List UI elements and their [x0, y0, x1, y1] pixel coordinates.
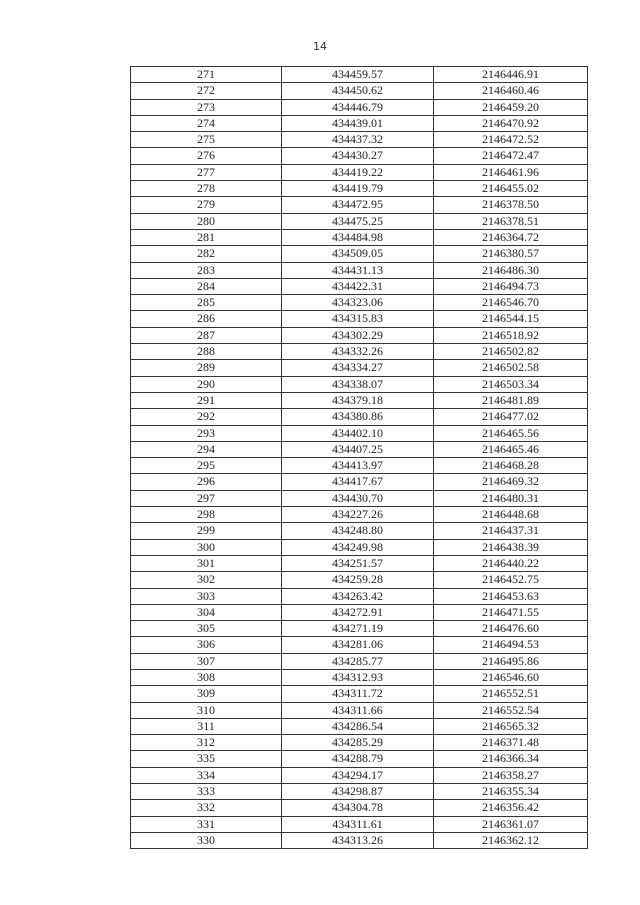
- point-number-cell: 310: [131, 702, 282, 718]
- y-coordinate-cell: 2146502.58: [434, 360, 588, 376]
- point-number-cell: 305: [131, 621, 282, 637]
- x-coordinate-cell: 434446.79: [282, 99, 434, 115]
- y-coordinate-cell: 2146552.51: [434, 686, 588, 702]
- y-coordinate-cell: 2146460.46: [434, 83, 588, 99]
- y-coordinate-cell: 2146362.12: [434, 832, 588, 848]
- x-coordinate-cell: 434334.27: [282, 360, 434, 376]
- x-coordinate-cell: 434298.87: [282, 784, 434, 800]
- y-coordinate-cell: 2146481.89: [434, 392, 588, 408]
- table-row: [131, 686, 588, 702]
- table-row: [131, 148, 588, 164]
- table-row: [131, 751, 588, 767]
- table-row: [131, 490, 588, 506]
- point-number-cell: 291: [131, 392, 282, 408]
- x-coordinate-cell: 434285.29: [282, 735, 434, 751]
- point-number-cell: 304: [131, 604, 282, 620]
- x-coordinate-cell: 434419.79: [282, 181, 434, 197]
- x-coordinate-cell: 434380.86: [282, 409, 434, 425]
- y-coordinate-cell: 2146465.46: [434, 441, 588, 457]
- table-row: [131, 767, 588, 783]
- x-coordinate-cell: 434379.18: [282, 392, 434, 408]
- point-number-cell: 333: [131, 784, 282, 800]
- table-row: [131, 669, 588, 685]
- point-number-cell: 290: [131, 376, 282, 392]
- table-row: [131, 572, 588, 588]
- table-row: [131, 132, 588, 148]
- y-coordinate-cell: 2146378.51: [434, 213, 588, 229]
- table-row: [131, 458, 588, 474]
- page-number: 14: [313, 40, 327, 53]
- y-coordinate-cell: 2146453.63: [434, 588, 588, 604]
- table-row: [131, 784, 588, 800]
- table-row: [131, 800, 588, 816]
- table-row: [131, 360, 588, 376]
- point-number-cell: 307: [131, 653, 282, 669]
- x-coordinate-cell: 434422.31: [282, 278, 434, 294]
- x-coordinate-cell: 434338.07: [282, 376, 434, 392]
- table-row: [131, 832, 588, 848]
- x-coordinate-cell: 434312.93: [282, 669, 434, 685]
- table-row: [131, 295, 588, 311]
- x-coordinate-cell: 434313.26: [282, 832, 434, 848]
- y-coordinate-cell: 2146546.60: [434, 669, 588, 685]
- point-number-cell: 272: [131, 83, 282, 99]
- table-row: [131, 588, 588, 604]
- x-coordinate-cell: 434285.77: [282, 653, 434, 669]
- x-coordinate-cell: 434484.98: [282, 229, 434, 245]
- point-number-cell: 285: [131, 295, 282, 311]
- x-coordinate-cell: 434323.06: [282, 295, 434, 311]
- point-number-cell: 276: [131, 148, 282, 164]
- y-coordinate-cell: 2146448.68: [434, 507, 588, 523]
- table-row: [131, 507, 588, 523]
- table-row: [131, 262, 588, 278]
- y-coordinate-cell: 2146552.54: [434, 702, 588, 718]
- y-coordinate-cell: 2146465.56: [434, 425, 588, 441]
- table-row: [131, 604, 588, 620]
- point-number-cell: 332: [131, 800, 282, 816]
- y-coordinate-cell: 2146495.86: [434, 653, 588, 669]
- y-coordinate-cell: 2146486.30: [434, 262, 588, 278]
- table-row: [131, 555, 588, 571]
- point-number-cell: 283: [131, 262, 282, 278]
- table-row: [131, 425, 588, 441]
- point-number-cell: 303: [131, 588, 282, 604]
- y-coordinate-cell: 2146366.34: [434, 751, 588, 767]
- x-coordinate-cell: 434402.10: [282, 425, 434, 441]
- point-number-cell: 306: [131, 637, 282, 653]
- x-coordinate-cell: 434509.05: [282, 246, 434, 262]
- point-number-cell: 312: [131, 735, 282, 751]
- point-number-cell: 335: [131, 751, 282, 767]
- y-coordinate-cell: 2146440.22: [434, 555, 588, 571]
- point-number-cell: 275: [131, 132, 282, 148]
- x-coordinate-cell: 434472.95: [282, 197, 434, 213]
- y-coordinate-cell: 2146356.42: [434, 800, 588, 816]
- y-coordinate-cell: 2146364.72: [434, 229, 588, 245]
- y-coordinate-cell: 2146446.91: [434, 67, 588, 83]
- point-number-cell: 277: [131, 164, 282, 180]
- table-row: [131, 246, 588, 262]
- point-number-cell: 301: [131, 555, 282, 571]
- y-coordinate-cell: 2146503.34: [434, 376, 588, 392]
- y-coordinate-cell: 2146471.55: [434, 604, 588, 620]
- y-coordinate-cell: 2146361.07: [434, 816, 588, 832]
- x-coordinate-cell: 434430.27: [282, 148, 434, 164]
- x-coordinate-cell: 434459.57: [282, 67, 434, 83]
- x-coordinate-cell: 434281.06: [282, 637, 434, 653]
- coordinates-table-body: [131, 67, 588, 849]
- point-number-cell: 296: [131, 474, 282, 490]
- table-row: [131, 523, 588, 539]
- x-coordinate-cell: 434288.79: [282, 751, 434, 767]
- x-coordinate-cell: 434227.26: [282, 507, 434, 523]
- point-number-cell: 271: [131, 67, 282, 83]
- table-row: [131, 344, 588, 360]
- point-number-cell: 295: [131, 458, 282, 474]
- point-number-cell: 274: [131, 115, 282, 131]
- x-coordinate-cell: 434450.62: [282, 83, 434, 99]
- table-row: [131, 376, 588, 392]
- x-coordinate-cell: 434332.26: [282, 344, 434, 360]
- x-coordinate-cell: 434407.25: [282, 441, 434, 457]
- table-row: [131, 213, 588, 229]
- x-coordinate-cell: 434475.25: [282, 213, 434, 229]
- point-number-cell: 279: [131, 197, 282, 213]
- y-coordinate-cell: 2146461.96: [434, 164, 588, 180]
- y-coordinate-cell: 2146470.92: [434, 115, 588, 131]
- y-coordinate-cell: 2146358.27: [434, 767, 588, 783]
- point-number-cell: 284: [131, 278, 282, 294]
- point-number-cell: 300: [131, 539, 282, 555]
- y-coordinate-cell: 2146565.32: [434, 718, 588, 734]
- y-coordinate-cell: 2146472.52: [434, 132, 588, 148]
- x-coordinate-cell: 434271.19: [282, 621, 434, 637]
- x-coordinate-cell: 434315.83: [282, 311, 434, 327]
- table-row: [131, 229, 588, 245]
- table-row: [131, 278, 588, 294]
- y-coordinate-cell: 2146494.53: [434, 637, 588, 653]
- table-row: [131, 392, 588, 408]
- y-coordinate-cell: 2146452.75: [434, 572, 588, 588]
- table-row: [131, 474, 588, 490]
- point-number-cell: 288: [131, 344, 282, 360]
- table-row: [131, 441, 588, 457]
- x-coordinate-cell: 434248.80: [282, 523, 434, 539]
- point-number-cell: 330: [131, 832, 282, 848]
- y-coordinate-cell: 2146472.47: [434, 148, 588, 164]
- table-row: [131, 718, 588, 734]
- table-row: [131, 311, 588, 327]
- point-number-cell: 287: [131, 327, 282, 343]
- point-number-cell: 282: [131, 246, 282, 262]
- table-row: [131, 653, 588, 669]
- y-coordinate-cell: 2146476.60: [434, 621, 588, 637]
- y-coordinate-cell: 2146468.28: [434, 458, 588, 474]
- x-coordinate-cell: 434311.66: [282, 702, 434, 718]
- x-coordinate-cell: 434263.42: [282, 588, 434, 604]
- table-row: [131, 621, 588, 637]
- x-coordinate-cell: 434439.01: [282, 115, 434, 131]
- x-coordinate-cell: 434431.13: [282, 262, 434, 278]
- point-number-cell: 302: [131, 572, 282, 588]
- coordinates-table: [130, 66, 588, 849]
- y-coordinate-cell: 2146469.32: [434, 474, 588, 490]
- x-coordinate-cell: 434286.54: [282, 718, 434, 734]
- table-row: [131, 99, 588, 115]
- x-coordinate-cell: 434302.29: [282, 327, 434, 343]
- y-coordinate-cell: 2146378.50: [434, 197, 588, 213]
- y-coordinate-cell: 2146438.39: [434, 539, 588, 555]
- point-number-cell: 292: [131, 409, 282, 425]
- y-coordinate-cell: 2146502.82: [434, 344, 588, 360]
- coordinates-table-container: [130, 66, 587, 849]
- point-number-cell: 286: [131, 311, 282, 327]
- x-coordinate-cell: 434251.57: [282, 555, 434, 571]
- point-number-cell: 281: [131, 229, 282, 245]
- point-number-cell: 297: [131, 490, 282, 506]
- point-number-cell: 289: [131, 360, 282, 376]
- table-row: [131, 409, 588, 425]
- y-coordinate-cell: 2146494.73: [434, 278, 588, 294]
- table-row: [131, 637, 588, 653]
- table-row: [131, 67, 588, 83]
- table-row: [131, 181, 588, 197]
- y-coordinate-cell: 2146544.15: [434, 311, 588, 327]
- y-coordinate-cell: 2146546.70: [434, 295, 588, 311]
- x-coordinate-cell: 434294.17: [282, 767, 434, 783]
- point-number-cell: 331: [131, 816, 282, 832]
- point-number-cell: 309: [131, 686, 282, 702]
- point-number-cell: 280: [131, 213, 282, 229]
- point-number-cell: 308: [131, 669, 282, 685]
- x-coordinate-cell: 434417.67: [282, 474, 434, 490]
- x-coordinate-cell: 434437.32: [282, 132, 434, 148]
- y-coordinate-cell: 2146518.92: [434, 327, 588, 343]
- table-row: [131, 197, 588, 213]
- table-row: [131, 115, 588, 131]
- x-coordinate-cell: 434430.70: [282, 490, 434, 506]
- point-number-cell: 293: [131, 425, 282, 441]
- point-number-cell: 311: [131, 718, 282, 734]
- table-row: [131, 539, 588, 555]
- y-coordinate-cell: 2146459.20: [434, 99, 588, 115]
- x-coordinate-cell: 434419.22: [282, 164, 434, 180]
- table-row: [131, 735, 588, 751]
- point-number-cell: 334: [131, 767, 282, 783]
- y-coordinate-cell: 2146380.57: [434, 246, 588, 262]
- x-coordinate-cell: 434249.98: [282, 539, 434, 555]
- y-coordinate-cell: 2146455.02: [434, 181, 588, 197]
- point-number-cell: 299: [131, 523, 282, 539]
- table-row: [131, 702, 588, 718]
- x-coordinate-cell: 434311.61: [282, 816, 434, 832]
- x-coordinate-cell: 434413.97: [282, 458, 434, 474]
- point-number-cell: 298: [131, 507, 282, 523]
- y-coordinate-cell: 2146437.31: [434, 523, 588, 539]
- y-coordinate-cell: 2146477.02: [434, 409, 588, 425]
- x-coordinate-cell: 434304.78: [282, 800, 434, 816]
- table-row: [131, 327, 588, 343]
- point-number-cell: 273: [131, 99, 282, 115]
- y-coordinate-cell: 2146355.34: [434, 784, 588, 800]
- point-number-cell: 294: [131, 441, 282, 457]
- table-row: [131, 816, 588, 832]
- x-coordinate-cell: 434259.28: [282, 572, 434, 588]
- x-coordinate-cell: 434272.91: [282, 604, 434, 620]
- y-coordinate-cell: 2146480.31: [434, 490, 588, 506]
- point-number-cell: 278: [131, 181, 282, 197]
- table-row: [131, 83, 588, 99]
- y-coordinate-cell: 2146371.48: [434, 735, 588, 751]
- x-coordinate-cell: 434311.72: [282, 686, 434, 702]
- table-row: [131, 164, 588, 180]
